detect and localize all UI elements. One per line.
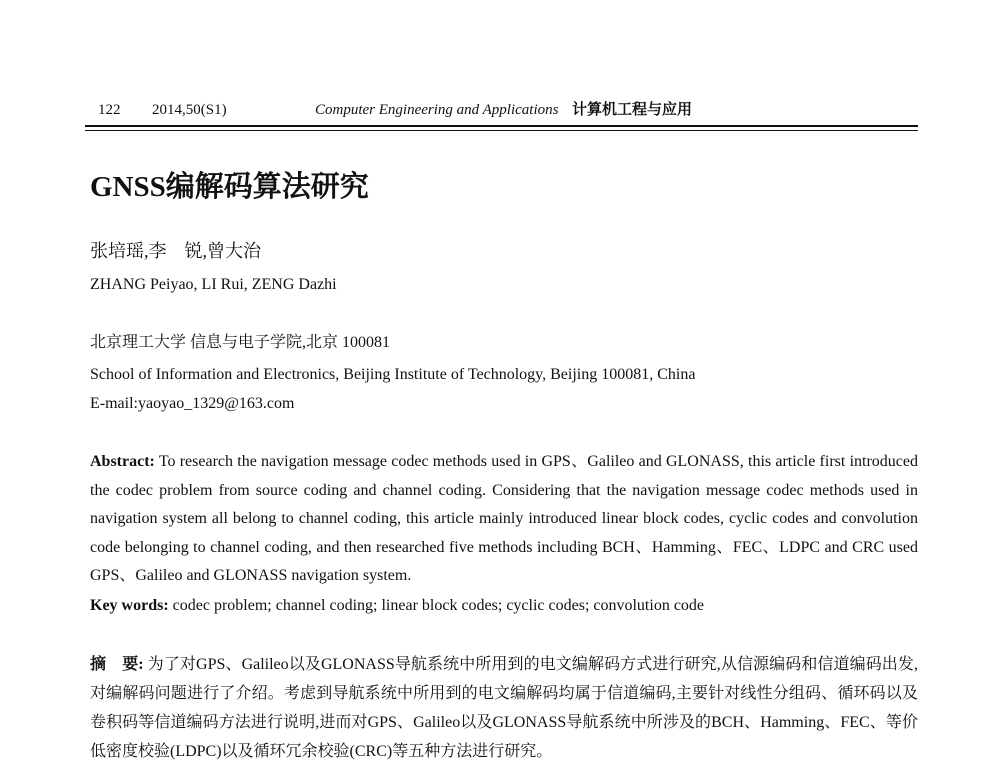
paper-title: GNSS编解码算法研究 <box>90 171 369 203</box>
header-rule-thick <box>85 125 918 127</box>
affiliation-cn: 北京理工大学 信息与电子学院,北京 100081 <box>90 334 391 351</box>
volume-issue: 2014,50(S1) <box>152 102 227 118</box>
abstract-cn-text: 为了对GPS、Galileo以及GLONASS导航系统中所用到的电文编解码方式进行研究,从信源编码和信道编码出发,对编解码问题进行了介绍。考虑到导航系统中所用到的电文编解码均属于信道编码,主要针对线性分组码、循环码以及卷积码等信道编码方法进行说明,进而对GPS、Galileo以及GLONASS导航系统中所涉及的BCH、Hamming、FEC、等价低密度校验(LDPC)以及循环冗余校验(CRC)等五种方法进行研究。 <box>90 656 918 760</box>
abstract-text: To research the navigation message codec methods used in GPS、Galileo and GLONASS, this article first introduced the codec problem from source coding and channel coding. Considering that the navigation message codec methods used in navigation system all belong to channel coding, this article mainly introduced linear block codes, cyclic codes and convolution code belonging to channel coding, and then researched five methods including BCH、Hamming、FEC、LDPC and CRC used GPS、Galileo and GLONASS navigation system. <box>90 453 918 584</box>
keywords-en <box>90 595 918 617</box>
abstract-en <box>90 448 918 591</box>
running-header <box>100 100 920 124</box>
authors-cn: 张培瑶,李 锐,曾大治 <box>90 241 261 261</box>
abstract-cn <box>90 650 918 766</box>
keywords-text: codec problem; channel coding; linear block codes; cyclic codes; convolution code <box>172 597 705 614</box>
abstract-cn-label: 摘 要: <box>90 656 144 673</box>
keywords-label: Key words: <box>90 597 169 614</box>
journal-name-en: Computer Engineering and Applications <box>315 102 559 118</box>
authors-en: ZHANG Peiyao, LI Rui, ZENG Dazhi <box>90 276 337 293</box>
email-address[interactable]: E-mail:yaoyao_1329@163.com <box>90 395 295 412</box>
page-number: 122 <box>98 102 121 118</box>
journal-name-cn: 计算机工程与应用 <box>572 102 693 118</box>
header-rule-thin <box>85 130 918 131</box>
affiliation-en: School of Information and Electronics, Beijing Institute of Technology, Beijing 100081, China <box>90 366 696 383</box>
abstract-label: Abstract: <box>90 453 155 470</box>
